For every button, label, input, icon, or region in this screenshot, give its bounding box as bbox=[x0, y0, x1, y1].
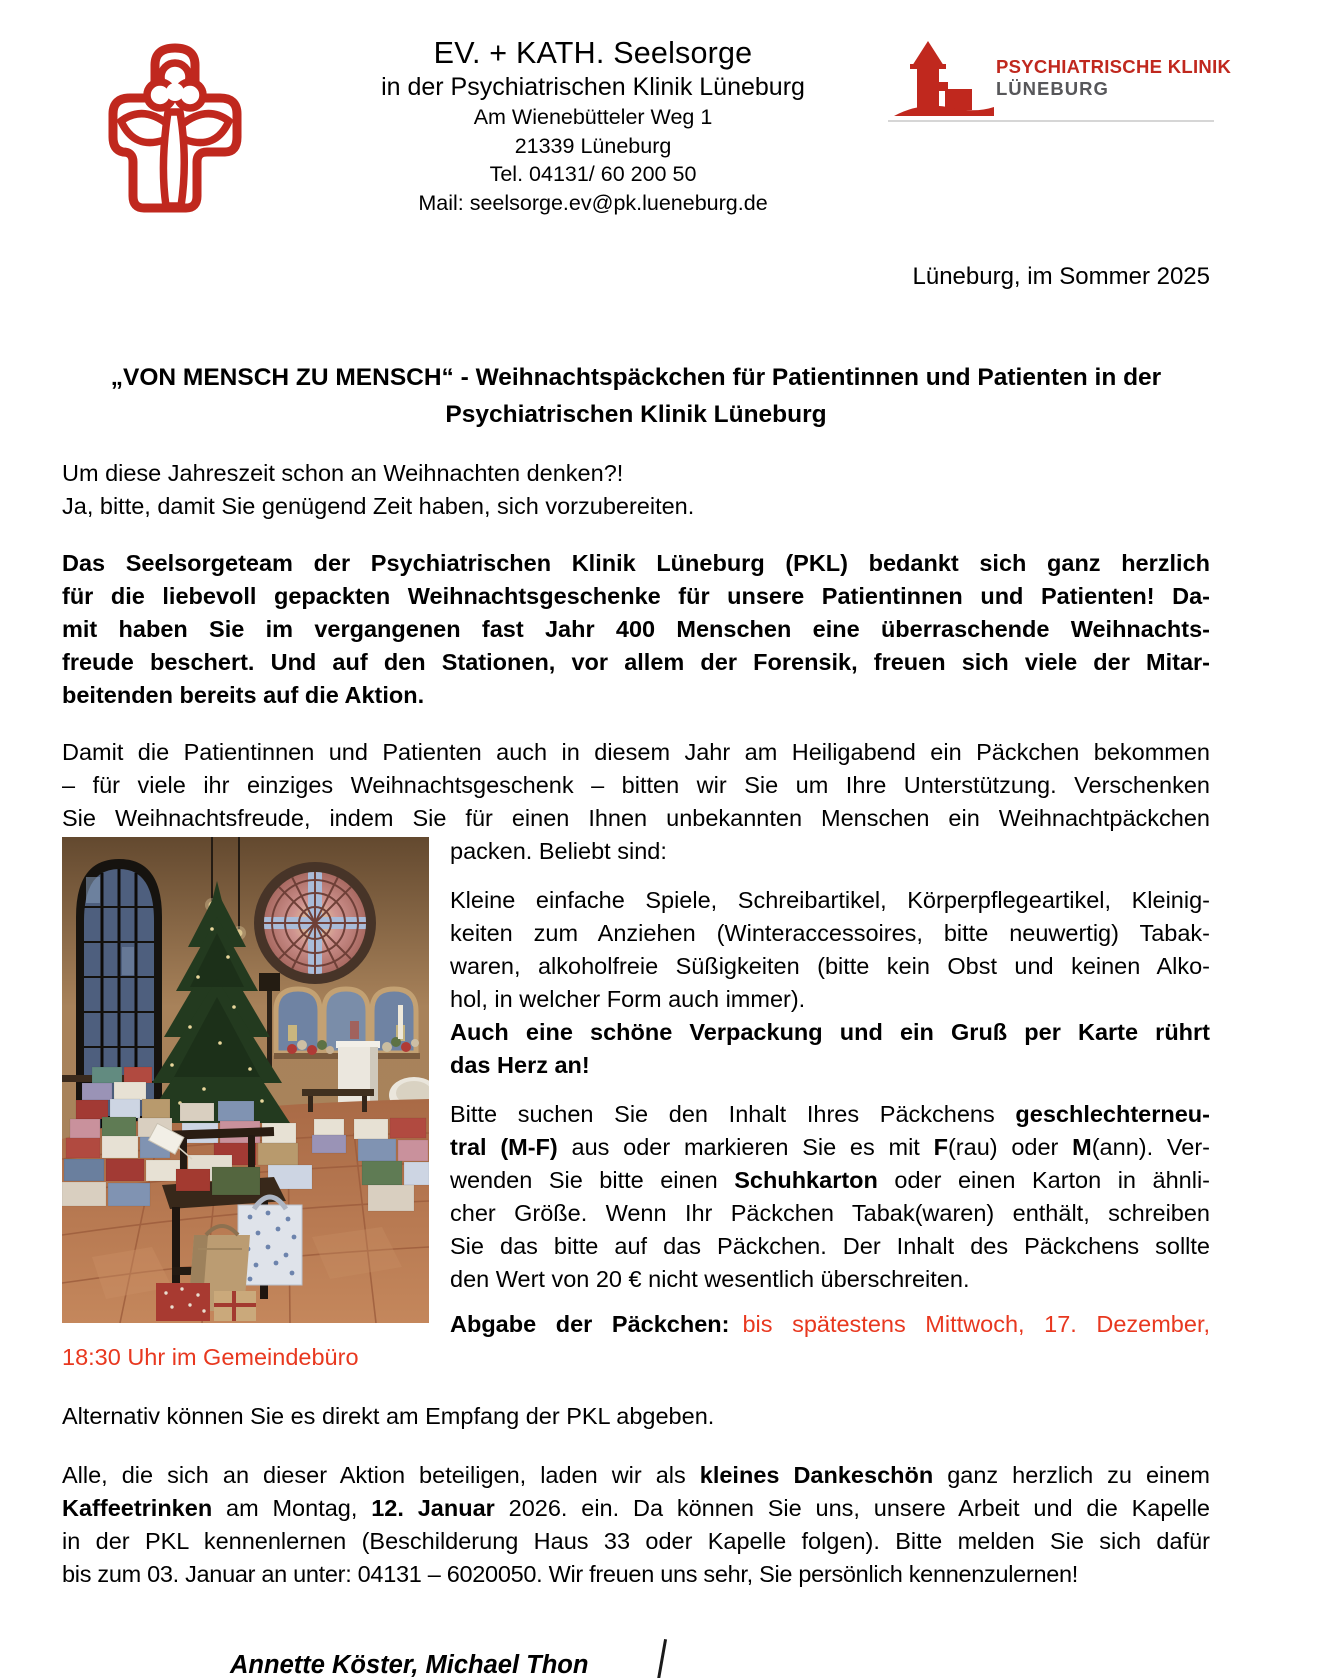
text-line: keiten zum Anziehen (Winteraccessoires, bitte neuwertig) Tabak- bbox=[450, 920, 1210, 946]
text-line: Damit die Patientinnen und Patienten auch in diesem Jahr am Heiligabend ein Päckchen bekommen bbox=[62, 739, 1210, 765]
text-line: Auch eine schöne Verpackung und ein Gruß per Karte rührt bbox=[450, 1019, 1210, 1045]
letter-body bbox=[62, 457, 1210, 1678]
text-line: Sie Weihnachtsfreude, indem Sie für einen Ihnen unbekannten Menschen ein Weihnachtpäckchen bbox=[62, 805, 1210, 831]
text-line: das Herz an! bbox=[450, 1052, 590, 1078]
text-line: Das Seelsorgeteam der Psychiatrischen Klinik Lüneburg (PKL) bedankt sich ganz herzlich bbox=[62, 550, 1210, 576]
text-line: Ja, bitte, damit Sie genügend Zeit haben, sich vorzubereiten. bbox=[62, 493, 695, 519]
clinic-logo bbox=[888, 34, 1232, 122]
org-city: 21339 Lüneburg bbox=[514, 133, 672, 158]
text-line: beitenden bereits auf die Aktion. bbox=[62, 682, 425, 708]
text-line: Alle, die sich an dieser Aktion beteiligen, laden wir als kleines Dankeschön ganz herzlich zu einem bbox=[62, 1462, 1210, 1488]
signature-line bbox=[230, 1629, 1210, 1678]
paragraph-request bbox=[62, 736, 1210, 835]
org-name: EV. + KATH. Seelsorge bbox=[433, 36, 753, 70]
clinic-logo-text bbox=[996, 56, 1231, 100]
text-line: in der PKL kennenlernen (Beschilderung Haus 33 oder Kapelle folgen). Bitte melden Sie sich dafür bbox=[62, 1528, 1210, 1554]
text-line: für die liebevoll gepackten Weihnachtsgeschenke für unsere Patientinnen und Patienten! Da- bbox=[62, 583, 1210, 609]
signature-names: Annette Köster, Michael Thon bbox=[230, 1651, 589, 1678]
org-mail: Mail: seelsorge.ev@pk.lueneburg.de bbox=[418, 190, 768, 215]
text-line: wenden Sie bitte einen Schuhkarton oder einen Karton in ähnli- bbox=[450, 1167, 1210, 1193]
text-line: den Wert von 20 € nicht wesentlich überschreiten. bbox=[450, 1266, 970, 1292]
paragraph-alternative: Alternativ können Sie es direkt am Empfang der PKL abgeben. bbox=[62, 1403, 715, 1429]
paragraph-intro bbox=[62, 457, 1210, 523]
org-subtitle: in der Psychiatrischen Klinik Lüneburg bbox=[381, 73, 805, 101]
handwritten-signature-stroke bbox=[657, 1639, 667, 1678]
dropoff-time-line: 18:30 Uhr im Gemeindebüro bbox=[62, 1344, 359, 1370]
paragraph-invitation bbox=[62, 1459, 1210, 1591]
dropoff-line: Abgabe der Päckchen: bis spätestens Mittwoch, 17. Dezember, bbox=[450, 1311, 1210, 1337]
org-phone: Tel. 04131/ 60 200 50 bbox=[489, 162, 697, 186]
clinic-logo-line2: LÜNEBURG bbox=[996, 78, 1109, 99]
text-line: Um diese Jahreszeit schon an Weihnachten denken?! bbox=[62, 460, 624, 486]
document-title bbox=[62, 359, 1210, 433]
chapel-presents-photo bbox=[62, 837, 429, 1323]
text-line: cher Größe. Wenn Ihr Päckchen Tabak(waren) enthält, schreiben bbox=[450, 1200, 1210, 1226]
title-line-2: Psychiatrischen Klinik Lüneburg bbox=[445, 401, 827, 428]
text-line: hol, in welcher Form auch immer). bbox=[450, 986, 806, 1012]
text-line: freude beschert. Und auf den Stationen, vor allem der Forensik, freuen sich viele der Mitar- bbox=[62, 649, 1210, 675]
letterhead bbox=[0, 0, 1320, 215]
text-line: packen. Beliebt sind: bbox=[450, 838, 667, 864]
text-line: bis zum 03. Januar an unter: 04131 – 6020050. Wir freuen uns sehr, Sie persönlich kennenzulernen! bbox=[62, 1561, 1079, 1587]
text-line: – für viele ihr einziges Weihnachtsgeschenk – bitten wir Sie um Ihre Unterstützung. Verschenken bbox=[62, 772, 1210, 798]
text-line: Kaffeetrinken am Montag, 12. Januar 2026. ein. Da können Sie uns, unsere Arbeit und die Kapelle bbox=[62, 1495, 1210, 1521]
clinic-logo-line1: PSYCHIATRISCHE KLINIK bbox=[996, 56, 1232, 77]
text-line: Bitte suchen Sie den Inhalt Ihres Päckchens geschlechterneu- bbox=[450, 1101, 1210, 1127]
date-line: Lüneburg, im Sommer 2025 bbox=[912, 263, 1210, 290]
text-line: waren, alkoholfreie Süßigkeiten (bitte kein Obst und keinen Alko- bbox=[450, 953, 1210, 979]
clinic-tower-logo-icon bbox=[894, 36, 994, 123]
title-line-1: „VON MENSCH ZU MENSCH“ - Weihnachtspäckchen für Patientinnen und Patienten in der bbox=[110, 364, 1162, 391]
sender-address-block bbox=[318, 34, 868, 217]
text-line: Kleine einfache Spiele, Schreibartikel, Körperpflegeartikel, Kleinig- bbox=[450, 887, 1210, 913]
text-line: Sie das bitte auf das Päckchen. Der Inhalt des Päckchens sollte bbox=[450, 1233, 1210, 1259]
org-street: Am Wienebütteler Weg 1 bbox=[473, 105, 713, 129]
text-line: tral (M-F) aus oder markieren Sie es mit F(rau) oder M(ann). Ver- bbox=[450, 1134, 1210, 1160]
text-line: mit haben Sie im vergangenen fast Jahr 400 Menschen eine überraschende Weihnachts- bbox=[62, 616, 1210, 642]
seelsorge-cross-flower-logo-icon bbox=[106, 38, 244, 216]
paragraph-thanks bbox=[62, 547, 1210, 712]
